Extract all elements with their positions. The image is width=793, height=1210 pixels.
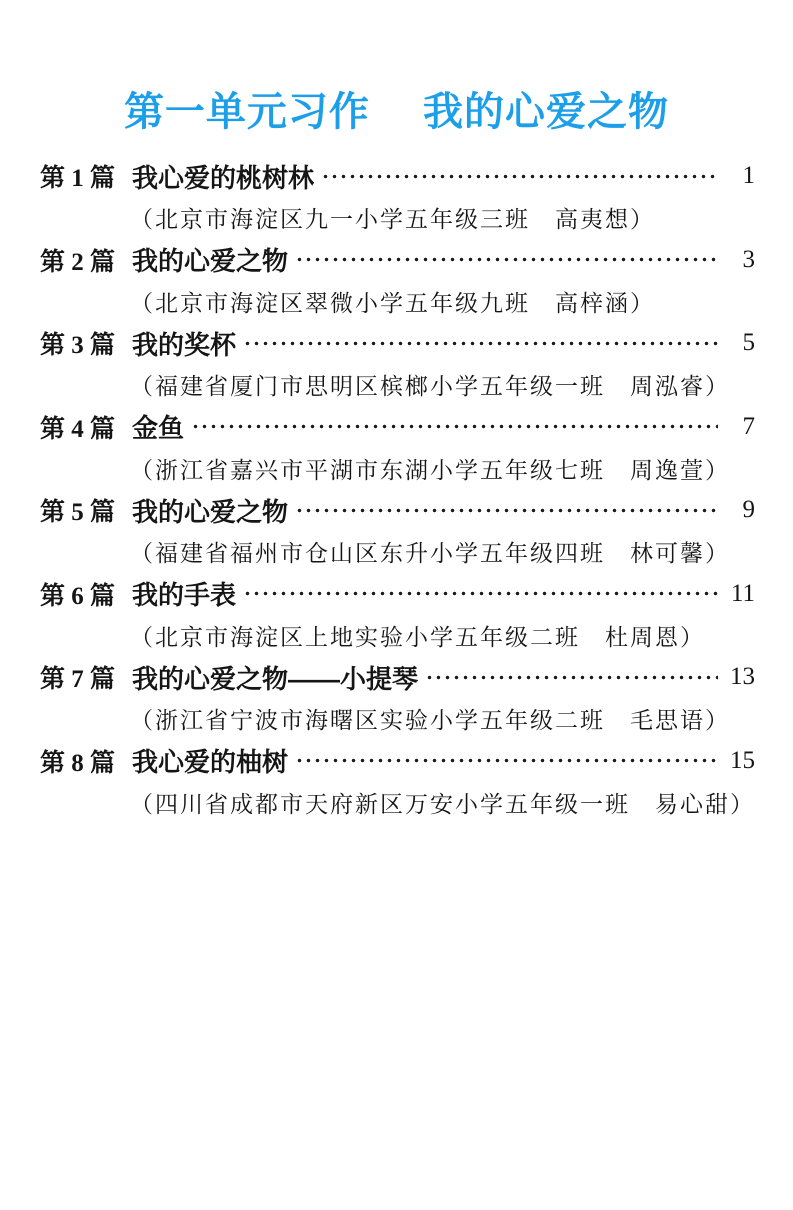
entry-byline: （浙江省宁波市海曙区实验小学五年级二班 毛思语） [130, 708, 730, 734]
entry-page-number: 5 [742, 329, 755, 356]
dot-leader [295, 240, 718, 280]
entry-byline: （北京市海淀区九一小学五年级三班 高夷想） [130, 207, 655, 233]
entry-page-number: 9 [742, 496, 755, 523]
entry-number-label: 第 8 篇 [40, 749, 116, 777]
toc-entry-row [40, 574, 755, 614]
entry-number-label: 第 1 篇 [40, 165, 116, 192]
toc-entry [40, 240, 755, 324]
entry-page-number: 1 [742, 162, 755, 189]
entry-byline: （四川省成都市天府新区万安小学五年级一班 易心甜） [130, 791, 755, 817]
entry-title: 我的手表 [132, 580, 237, 610]
entry-number-label: 第 7 篇 [40, 666, 116, 693]
toc-entry [40, 407, 755, 491]
page-title: 第一单元习作 我的心爱之物 [123, 90, 670, 134]
toc-entry-row [40, 407, 755, 447]
dot-leader [191, 407, 718, 447]
entry-page-number: 15 [730, 746, 755, 774]
entry-page-number: 11 [730, 579, 755, 607]
entry-title: 金鱼 [132, 413, 185, 443]
entry-number-label: 第 3 篇 [40, 332, 116, 359]
entry-page-number: 3 [742, 245, 755, 273]
entry-title: 我的奖杯 [132, 329, 237, 360]
entry-number-label: 第 2 篇 [40, 248, 116, 276]
entry-title: 我的心爱之物 [132, 246, 289, 276]
toc-entry-row [40, 657, 755, 697]
dot-leader [295, 490, 718, 530]
toc-entry [40, 574, 755, 658]
toc-entry [40, 741, 755, 825]
toc-entry-row [40, 240, 755, 280]
entry-number-label: 第 6 篇 [40, 582, 116, 610]
dot-leader [321, 156, 718, 196]
entry-title: 我心爱的桃树林 [132, 162, 315, 193]
entry-byline: （浙江省嘉兴市平湖市东湖小学五年级七班 周逸萱） [130, 457, 730, 483]
entry-byline: （北京市海淀区翠微小学五年级九班 高梓涵） [130, 290, 655, 316]
entry-page-number: 13 [730, 663, 755, 690]
dot-leader [243, 574, 718, 614]
entry-title: 我心爱的柚树 [132, 747, 289, 777]
toc-entry-row [40, 156, 755, 196]
dot-leader [295, 741, 718, 781]
toc-entry [40, 323, 755, 407]
entry-number-label: 第 4 篇 [40, 415, 116, 443]
entry-byline: （北京市海淀区上地实验小学五年级二班 杜周恩） [130, 624, 705, 650]
toc-entry [40, 490, 755, 574]
toc-entry-row [40, 741, 755, 781]
toc-entry [40, 156, 755, 240]
toc-entry [40, 657, 755, 741]
entry-number-label: 第 5 篇 [40, 499, 116, 526]
entry-title: 我的心爱之物——小提琴 [132, 663, 419, 694]
dot-leader [425, 657, 718, 697]
toc-list [0, 156, 793, 824]
toc-entry-row [40, 490, 755, 530]
entry-title: 我的心爱之物 [132, 496, 289, 527]
dot-leader [243, 323, 718, 363]
entry-byline: （福建省福州市仓山区东升小学五年级四班 林可馨） [130, 541, 730, 567]
entry-byline: （福建省厦门市思明区槟榔小学五年级一班 周泓睿） [130, 374, 730, 400]
toc-entry-row [40, 323, 755, 363]
document-page [0, 88, 793, 1210]
entry-page-number: 7 [742, 412, 755, 440]
